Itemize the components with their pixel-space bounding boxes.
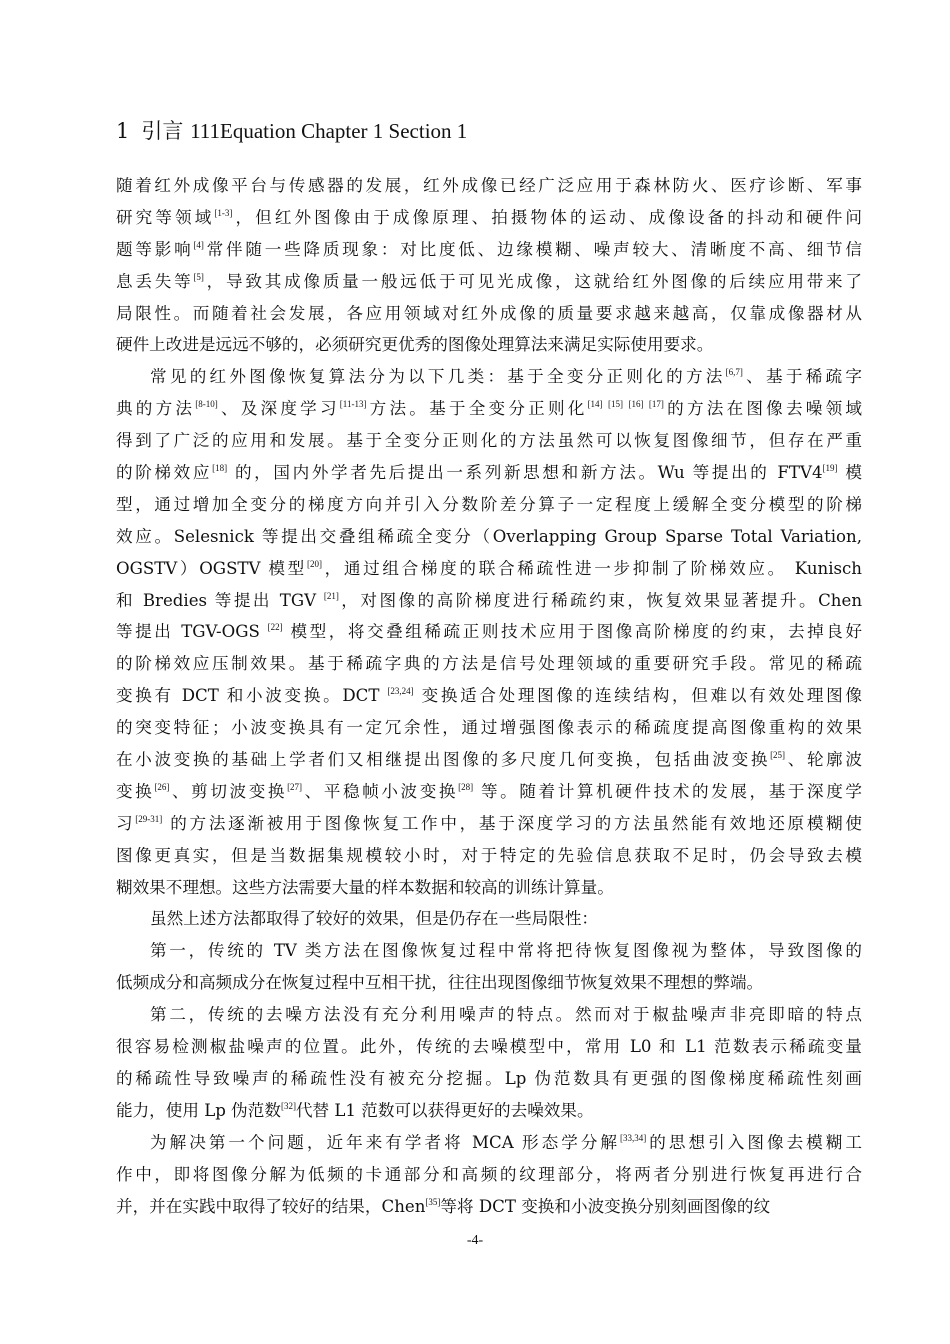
citation-ref: [1-3] <box>214 207 233 218</box>
text-line <box>116 585 862 617</box>
text-line <box>116 170 862 202</box>
equation-field-code: 111Equation Chapter 1 Section 1 <box>190 119 468 143</box>
text-run: 作中，即将图像分解为低频的卡通部分和高频的纹理部分，将两者分别进行恢复再进行合 <box>116 1164 862 1184</box>
text-line <box>116 298 862 330</box>
text-run: 效应。Selesnick 等提出交叠组稀疏全变分（Overlapping Group Sparse Total Variation, <box>116 526 862 546</box>
text-run: 的，国内外学者先后提出一系列新思想和新方法。Wu 等提出的 FTV4 <box>227 463 823 483</box>
text-line <box>116 521 862 553</box>
text-run: 低频成分和高频成分在恢复过程中互相干扰，往往出现图像细节恢复效果不理想的弊端。 <box>116 973 764 993</box>
citation-ref: [26] <box>154 781 170 792</box>
citation-ref: [8-10] <box>195 399 218 410</box>
citation-ref: [27] <box>287 781 303 792</box>
citation-ref: [14] [15] [16] [17] <box>587 399 664 410</box>
text-run: 在小波变换的基础上学者们又相继提出图像的多尺度几何变换，包括曲波变换 <box>116 750 771 770</box>
text-line <box>116 553 862 585</box>
text-run: 习 <box>116 813 136 833</box>
text-run: 变换 <box>116 781 155 801</box>
section-number: 1 <box>116 119 130 143</box>
text-run: 能力，使用 Lp 伪范数 <box>116 1100 281 1120</box>
paragraph <box>116 903 862 935</box>
text-line <box>116 967 862 999</box>
text-run: 糊效果不理想。这些方法需要大量的样本数据和较高的训练计算量。 <box>116 877 614 897</box>
text-run: 的阶梯效应 <box>116 463 213 483</box>
text-line <box>116 648 862 680</box>
page-number: -4- <box>466 1233 484 1248</box>
text-line <box>116 266 862 298</box>
text-run: 局限性。而随着社会发展，各应用领域对红外成像的质量要求越来越高，仅靠成像器材从 <box>116 303 862 323</box>
citation-ref: [33,34] <box>620 1132 647 1143</box>
citation-ref: [28] <box>458 781 474 792</box>
text-run: 第一，传统的 TV 类方法在图像恢复过程中常将把待恢复图像视为整体，导致图像的 <box>150 941 862 961</box>
text-run: 代替 L1 范数可以获得更好的去噪效果。 <box>295 1100 594 1120</box>
citation-ref: [22] <box>267 622 283 633</box>
text-line <box>116 1031 862 1063</box>
text-line <box>116 1159 862 1191</box>
paragraph <box>116 1127 862 1223</box>
text-run: ，对图像的高阶梯度进行稀疏约束，恢复效果显著提升。Chen <box>338 590 862 610</box>
text-run: 息丢失等 <box>116 271 194 291</box>
text-run: 、剪切波变换 <box>169 781 288 801</box>
text-run: 的方法逐渐被用于图像恢复工作中，基于深度学习的方法虽然能有效地还原模糊使 <box>162 813 862 833</box>
text-line <box>116 935 862 967</box>
text-line <box>116 744 862 776</box>
paragraph <box>116 170 862 361</box>
text-run: 随着红外成像平台与传感器的发展，红外成像已经广泛应用于森林防火、医疗诊断、军事 <box>116 176 862 195</box>
text-run: 并，并在实践中取得了较好的结果，Chen <box>116 1196 426 1216</box>
text-run: 的稀疏性导致噪声的稀疏性没有被充分挖掘。Lp 伪范数具有更强的图像梯度稀疏性刻画 <box>116 1068 862 1088</box>
text-line <box>116 712 862 744</box>
text-line <box>116 808 862 840</box>
text-run: 方法。基于全变分正则化 <box>366 399 588 419</box>
text-run: 为解决第一个问题，近年来有学者将 MCA 形态学分解 <box>150 1132 621 1152</box>
text-line <box>116 776 862 808</box>
citation-ref: [19] <box>822 463 838 474</box>
text-run: 常见的红外图像恢复算法分为以下几类：基于全变分正则化的方法 <box>150 367 726 387</box>
section-heading <box>116 117 467 145</box>
text-line <box>116 329 862 361</box>
text-line <box>116 1095 862 1127</box>
text-run: 等将 DCT 变换和小波变换分别刻画图像的纹 <box>440 1196 771 1216</box>
text-run: OGSTV）OGSTV 模型 <box>116 558 307 578</box>
text-run: 模 <box>837 463 862 483</box>
text-line <box>116 872 862 904</box>
text-run: 的思想引入图像去模糊工 <box>646 1132 862 1152</box>
text-line <box>116 1063 862 1095</box>
text-line <box>116 840 862 872</box>
text-run: 的突变特征；小波变换具有一定冗余性，通过增强图像表示的稀疏度提高图像重构的效果 <box>116 718 862 738</box>
text-run: 的阶梯效应压制效果。基于稀疏字典的方法是信号处理领域的重要研究手段。常见的稀疏 <box>116 654 862 674</box>
text-run: 题等影响 <box>116 239 194 259</box>
text-run: ，通过组合梯度的联合稀疏性进一步抑制了阶梯效应。 Kunisch <box>321 558 862 578</box>
citation-ref: [5] <box>193 271 204 282</box>
text-run: 得到了广泛的应用和发展。基于全变分正则化的方法虽然可以恢复图像细节，但存在严重 <box>116 431 862 451</box>
citation-ref: [11-13] <box>339 399 367 410</box>
text-run: 型，通过增加全变分的梯度方向并引入分数阶差分算子一定程度上缓解全变分模型的阶梯 <box>116 494 862 514</box>
body-text <box>116 170 862 1222</box>
text-run: 等。随着计算机硬件技术的发展，基于深度学 <box>473 781 862 801</box>
text-line <box>116 457 862 489</box>
text-run: 第二，传统的去噪方法没有充分利用噪声的特点。然而对于椒盐噪声非亮即暗的特点 <box>150 1005 862 1025</box>
text-run: 、平稳帧小波变换 <box>302 781 459 801</box>
text-run: 的方法在图像去噪领域 <box>663 399 862 419</box>
text-line <box>116 425 862 457</box>
citation-ref: [18] <box>212 463 228 474</box>
text-line <box>116 202 862 234</box>
paragraph <box>116 935 862 999</box>
citation-ref: [21] <box>323 590 339 601</box>
text-run: 典的方法 <box>116 399 196 419</box>
citation-ref: [23,24] <box>387 686 414 697</box>
text-run: 研究等领域 <box>116 207 215 227</box>
text-line <box>116 1127 862 1159</box>
citation-ref: [6,7] <box>725 367 743 378</box>
citation-ref: [4] <box>193 239 204 250</box>
text-line <box>116 393 862 425</box>
text-run: ，但红外图像由于成像原理、拍摄物体的运动、成像设备的抖动和硬件问 <box>232 207 862 227</box>
text-run: 图像更真实，但是当数据集规模较小时，对于特定的先验信息获取不足时，仍会导致去模 <box>116 845 862 865</box>
text-line <box>116 616 862 648</box>
citation-ref: [35] <box>425 1196 441 1207</box>
paragraph <box>116 999 862 1127</box>
text-line <box>116 489 862 521</box>
citation-ref: [25] <box>770 750 786 761</box>
text-line <box>116 680 862 712</box>
section-title: 引言 <box>141 119 184 143</box>
citation-ref: [20] <box>306 558 322 569</box>
text-run: 、基于稀疏字 <box>742 367 862 387</box>
text-run: ，导致其成像质量一般远低于可见光成像，这就给红外图像的后续应用带来了 <box>203 271 862 291</box>
text-run: 虽然上述方法都取得了较好的效果，但是仍存在一些局限性： <box>150 909 599 929</box>
text-run: 很容易检测椒盐噪声的位置。此外，传统的去噪模型中，常用 L0 和 L1 范数表示稀疏变量 <box>116 1037 862 1057</box>
text-line <box>116 361 862 393</box>
text-run: 和 Bredies 等提出 TGV <box>116 590 324 610</box>
citation-ref: [29-31] <box>135 813 163 824</box>
text-line <box>116 903 862 935</box>
paragraph <box>116 361 862 903</box>
text-run: 变换有 DCT 和小波变换。DCT <box>116 686 388 706</box>
text-run: 模型，将交叠组稀疏正则技术应用于图像高阶梯度的约束，去掉良好 <box>282 622 862 642</box>
text-run: 变换适合处理图像的连续结构，但难以有效处理图像 <box>413 686 862 706</box>
text-run: 常伴随一些降质现象：对比度低、边缘模糊、噪声较大、清晰度不高、细节信 <box>203 239 862 259</box>
text-run: 、及深度学习 <box>217 399 340 419</box>
text-line <box>116 999 862 1031</box>
text-run: 等提出 TGV-OGS <box>116 622 268 642</box>
text-run: 硬件上改进是远远不够的，必须研究更优秀的图像处理算法来满足实际使用要求。 <box>116 335 714 355</box>
text-line <box>116 1191 862 1223</box>
text-run: 、轮廓波 <box>785 750 862 770</box>
text-line <box>116 234 862 266</box>
citation-ref: [32] <box>280 1100 296 1111</box>
